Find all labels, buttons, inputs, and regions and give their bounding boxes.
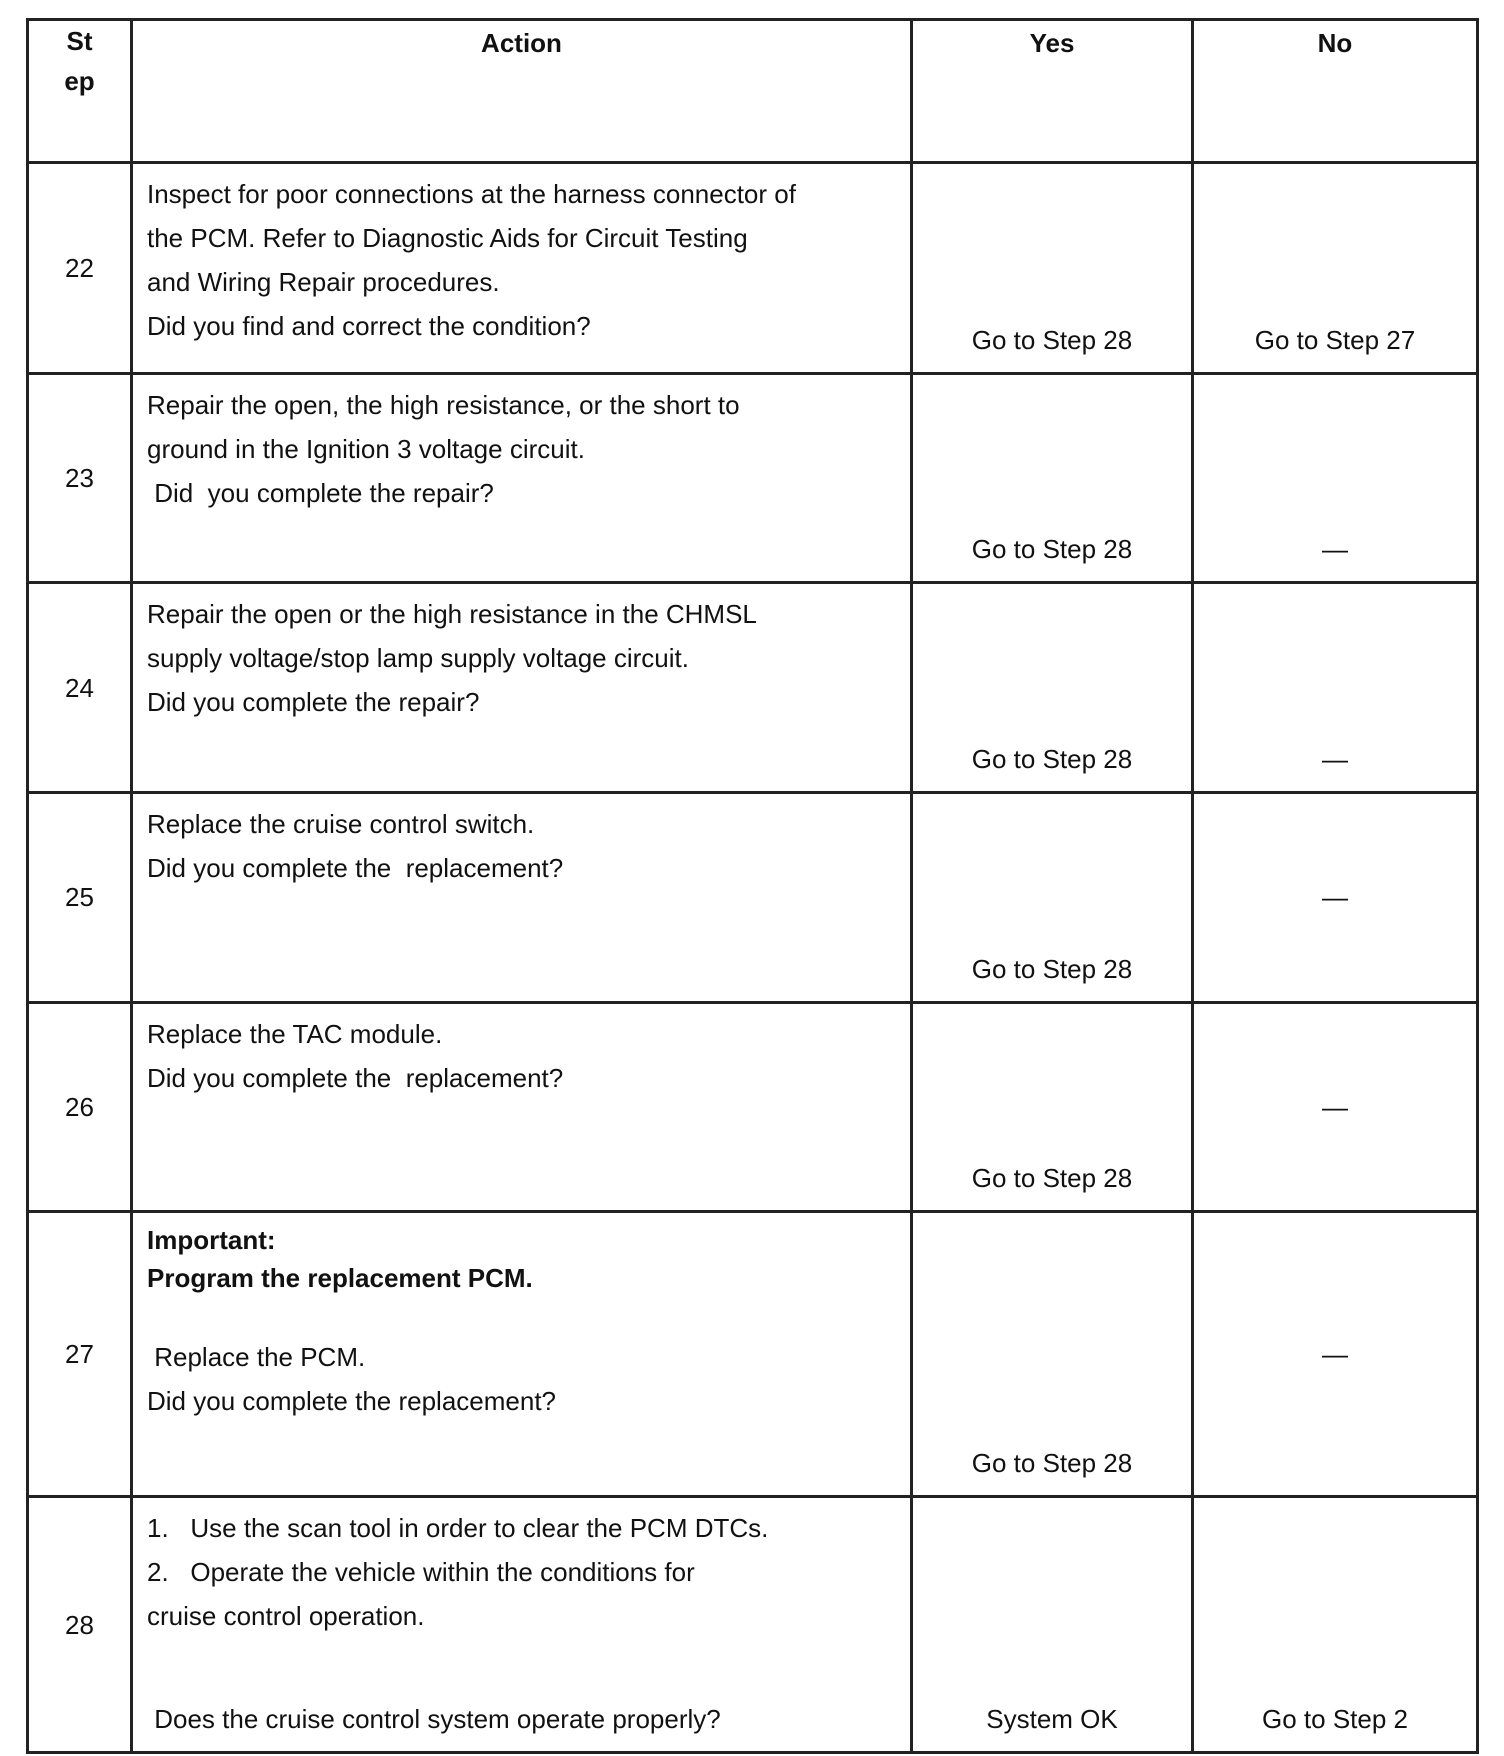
header-step-line1: St bbox=[66, 26, 93, 56]
action-question: Did you complete the repair? bbox=[147, 477, 494, 508]
yes-link[interactable]: Go to Step 28 bbox=[971, 953, 1133, 984]
action-line: Inspect for poor connections at the harness connector of bbox=[147, 179, 796, 209]
no-link[interactable]: Go to Step 27 bbox=[1254, 324, 1416, 355]
no-dash: — bbox=[1322, 743, 1348, 774]
yes-cell bbox=[912, 1002, 1193, 1212]
yes-cell bbox=[912, 583, 1193, 793]
action-cell bbox=[132, 1212, 912, 1497]
no-dash: — bbox=[1322, 1339, 1348, 1370]
action-cell bbox=[132, 792, 912, 1002]
table-row bbox=[28, 1497, 1478, 1753]
table-row bbox=[28, 163, 1478, 374]
yes-cell bbox=[912, 163, 1193, 374]
table-row bbox=[28, 1002, 1478, 1212]
action-line: Replace the PCM. bbox=[147, 1342, 366, 1373]
yes-link[interactable]: Go to Step 28 bbox=[971, 534, 1133, 565]
important-label: Important: bbox=[147, 1225, 276, 1256]
table-header bbox=[28, 20, 1478, 163]
header-action: Action bbox=[132, 20, 912, 163]
no-cell bbox=[1193, 583, 1478, 793]
action-cell bbox=[132, 373, 912, 583]
step-cell: 26 bbox=[28, 1002, 132, 1212]
table-row bbox=[28, 583, 1478, 793]
action-cell bbox=[132, 1497, 912, 1753]
action-cell bbox=[132, 163, 912, 374]
header-step-line2: ep bbox=[64, 66, 95, 96]
action-question: Did you complete the repair? bbox=[147, 687, 480, 718]
action-question: Did you find and correct the condition? bbox=[147, 311, 591, 341]
table-row bbox=[28, 792, 1478, 1002]
action-question: Does the cruise control system operate properly? bbox=[147, 1704, 721, 1734]
step-cell: 22 bbox=[28, 163, 132, 374]
action-line: ground in the Ignition 3 voltage circuit. bbox=[147, 433, 585, 464]
no-dash: — bbox=[1322, 534, 1348, 565]
no-cell bbox=[1193, 1212, 1478, 1497]
important-text: Program the replacement PCM. bbox=[147, 1263, 533, 1294]
no-cell bbox=[1193, 1497, 1478, 1753]
action-line: and Wiring Repair procedures. bbox=[147, 267, 500, 297]
diagnostic-table bbox=[26, 18, 1479, 1754]
action-line: supply voltage/stop lamp supply voltage circuit. bbox=[147, 643, 689, 674]
yes-cell bbox=[912, 1497, 1193, 1753]
yes-link[interactable]: Go to Step 28 bbox=[971, 743, 1133, 774]
header-yes: Yes bbox=[912, 20, 1193, 163]
step-cell: 25 bbox=[28, 792, 132, 1002]
step-cell: 27 bbox=[28, 1212, 132, 1497]
no-cell bbox=[1193, 792, 1478, 1002]
step-cell: 24 bbox=[28, 583, 132, 793]
no-cell bbox=[1193, 373, 1478, 583]
yes-cell bbox=[912, 1212, 1193, 1497]
header-step bbox=[28, 20, 132, 163]
yes-link[interactable]: System OK bbox=[986, 1704, 1118, 1734]
action-line: Repair the open, the high resistance, or the short to bbox=[147, 389, 740, 420]
no-link[interactable]: Go to Step 2 bbox=[1262, 1704, 1408, 1734]
action-cell bbox=[132, 1002, 912, 1212]
step-cell: 23 bbox=[28, 373, 132, 583]
action-cell bbox=[132, 583, 912, 793]
action-question: Did you complete the replacement? bbox=[147, 852, 564, 883]
action-line: the PCM. Refer to Diagnostic Aids for Circuit Testing bbox=[147, 223, 748, 253]
action-line: cruise control operation. bbox=[147, 1601, 425, 1632]
action-line: Replace the TAC module. bbox=[147, 1018, 443, 1049]
yes-cell bbox=[912, 792, 1193, 1002]
action-question: Did you complete the replacement? bbox=[147, 1062, 564, 1093]
yes-link[interactable]: Go to Step 28 bbox=[971, 1448, 1133, 1479]
no-cell bbox=[1193, 1002, 1478, 1212]
action-line: 1. Use the scan tool in order to clear the PCM DTCs. bbox=[147, 1513, 769, 1544]
header-no: No bbox=[1193, 20, 1478, 163]
no-cell bbox=[1193, 163, 1478, 374]
yes-link[interactable]: Go to Step 28 bbox=[971, 1163, 1133, 1194]
action-question: Did you complete the replacement? bbox=[147, 1386, 557, 1417]
table-row bbox=[28, 373, 1478, 583]
no-dash: — bbox=[1322, 1091, 1348, 1122]
yes-cell bbox=[912, 373, 1193, 583]
action-line: Repair the open or the high resistance in the CHMSL bbox=[147, 599, 757, 630]
action-line: Replace the cruise control switch. bbox=[147, 808, 535, 839]
step-cell: 28 bbox=[28, 1497, 132, 1753]
action-line: 2. Operate the vehicle within the conditions for bbox=[147, 1557, 695, 1588]
no-dash: — bbox=[1322, 882, 1348, 913]
table-row bbox=[28, 1212, 1478, 1497]
yes-link[interactable]: Go to Step 28 bbox=[971, 324, 1133, 355]
